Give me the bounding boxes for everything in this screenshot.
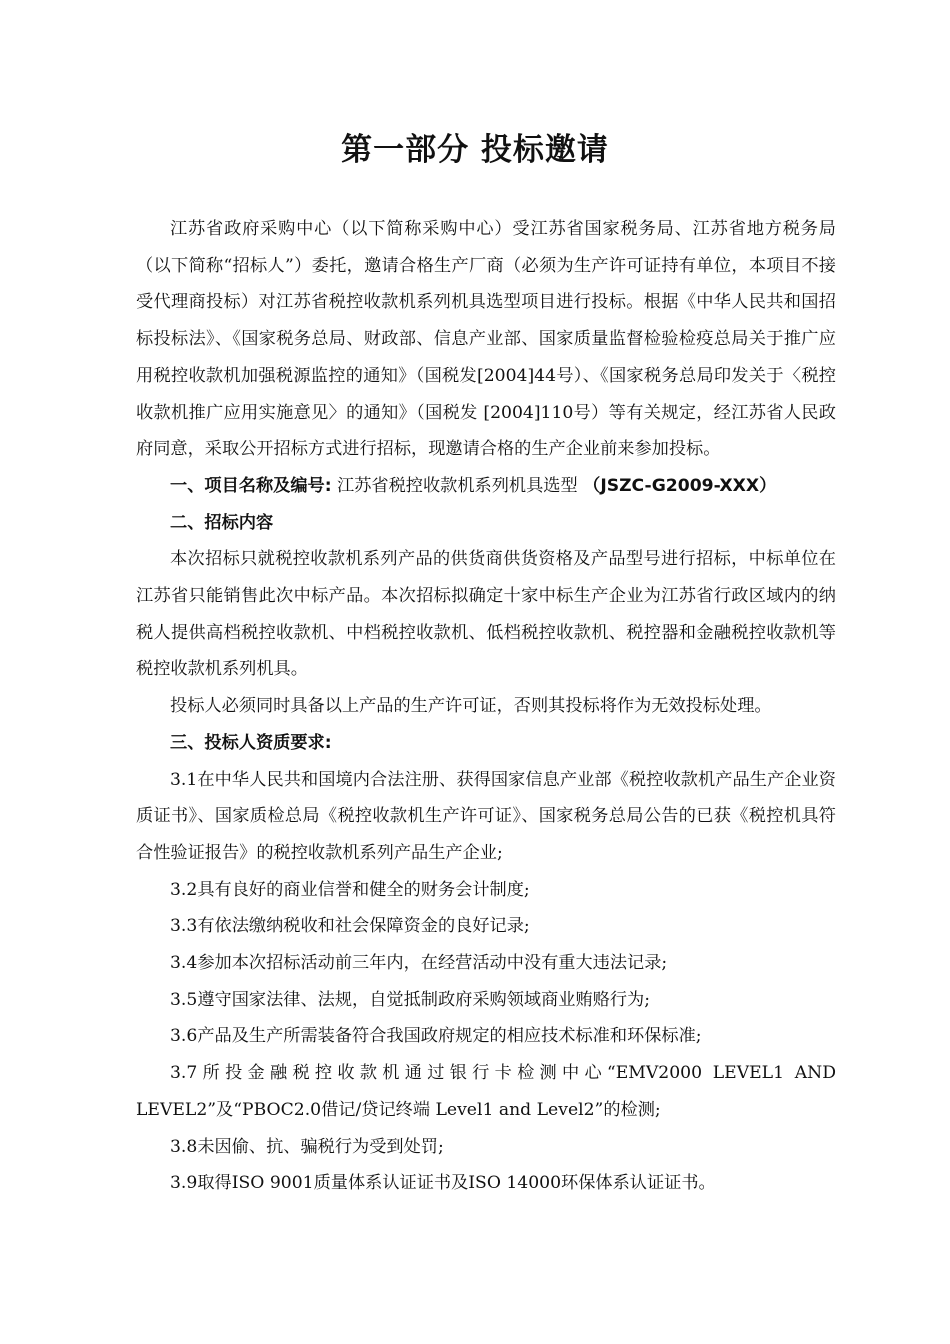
requirement-item-3-1: 3.1在中华人民共和国境内合法注册、获得国家信息产业部《税控收款机产品生产企业资质证书》、国家质检总局《税控收款机生产许可证》、国家税务总局公告的已获《税控机具符合性验证报告》的税控收款机系列产品生产企业; — [136, 769, 836, 863]
section2-heading: 二、招标内容 — [170, 512, 274, 533]
requirement-item-3-8: 3.8未因偷、抗、骗税行为受到处罚; — [170, 1136, 444, 1157]
intro-paragraph: 江苏省政府采购中心（以下简称采购中心）受江苏省国家税务局、江苏省地方税务局（以下简称“招标人”）委托，邀请合格生产厂商（必须为生产许可证持有单位，本项目不接受代理商投标）对江苏省税控收款机系列机具选型项目进行投标。根据《中华人民共和国招标投标法》、《国家税务总局、财政部、信息产业部、国家质量监督检验检疫总局关于推广应用税控收款机加强税源监控的通知》（国税发[2004]44号）、《国家税务总局印发关于〈税控收款机推广应用实施意见〉的通知》（国税发 [2004]110号）等有关规定，经江苏省人民政府同意，采取公开招标方式进行招标，现邀请合格的生产企业前来参加投标。 — [136, 219, 836, 460]
section1-label: 一、项目名称及编号: — [170, 475, 332, 496]
requirement-item-3-5: 3.5遵守国家法律、法规，自觉抵制政府采购领域商业贿赂行为; — [170, 989, 651, 1010]
requirement-item-3-2: 3.2具有良好的商业信誉和健全的财务会计制度; — [170, 879, 530, 900]
project-name: 江苏省税控收款机系列机具选型 — [331, 475, 584, 496]
requirement-item-3-4: 3.4参加本次招标活动前三年内，在经营活动中没有重大违法记录; — [170, 953, 668, 974]
project-code: （JSZC-G2009-XXX） — [583, 475, 777, 496]
document-body — [136, 211, 836, 1202]
section3-heading: 三、投标人资质要求: — [170, 732, 332, 753]
section1-line — [136, 468, 836, 505]
requirement-item-3-6: 3.6产品及生产所需装备符合我国政府规定的相应技术标准和环保标准; — [170, 1026, 702, 1047]
section2-paragraph-1: 本次招标只就税控收款机系列产品的供货商供货资格及产品型号进行招标，中标单位在江苏省只能销售此次中标产品。本次招标拟确定十家中标生产企业为江苏省行政区域内的纳税人提供高档税控收款机、中档税控收款机、低档税控收款机、税控器和金融税控收款机等税控收款机系列机具。 — [136, 549, 836, 680]
requirement-item-3-3: 3.3有依法缴纳税收和社会保障资金的良好记录; — [170, 916, 530, 937]
requirement-item-3-9: 3.9取得ISO 9001质量体系认证证书及ISO 14000环保体系认证证书。 — [170, 1173, 716, 1194]
document-title: 第一部分 投标邀请 — [341, 132, 609, 168]
section2-paragraph-2: 投标人必须同时具备以上产品的生产许可证，否则其投标将作为无效投标处理。 — [170, 696, 772, 717]
requirement-item-3-7: 3.7所投金融税控收款机通过银行卡检测中心“EMV2000 LEVEL1 AND LEVEL2”及“PBOC2.0借记/贷记终端 Level1 and Level2”的检测; — [136, 1063, 836, 1120]
